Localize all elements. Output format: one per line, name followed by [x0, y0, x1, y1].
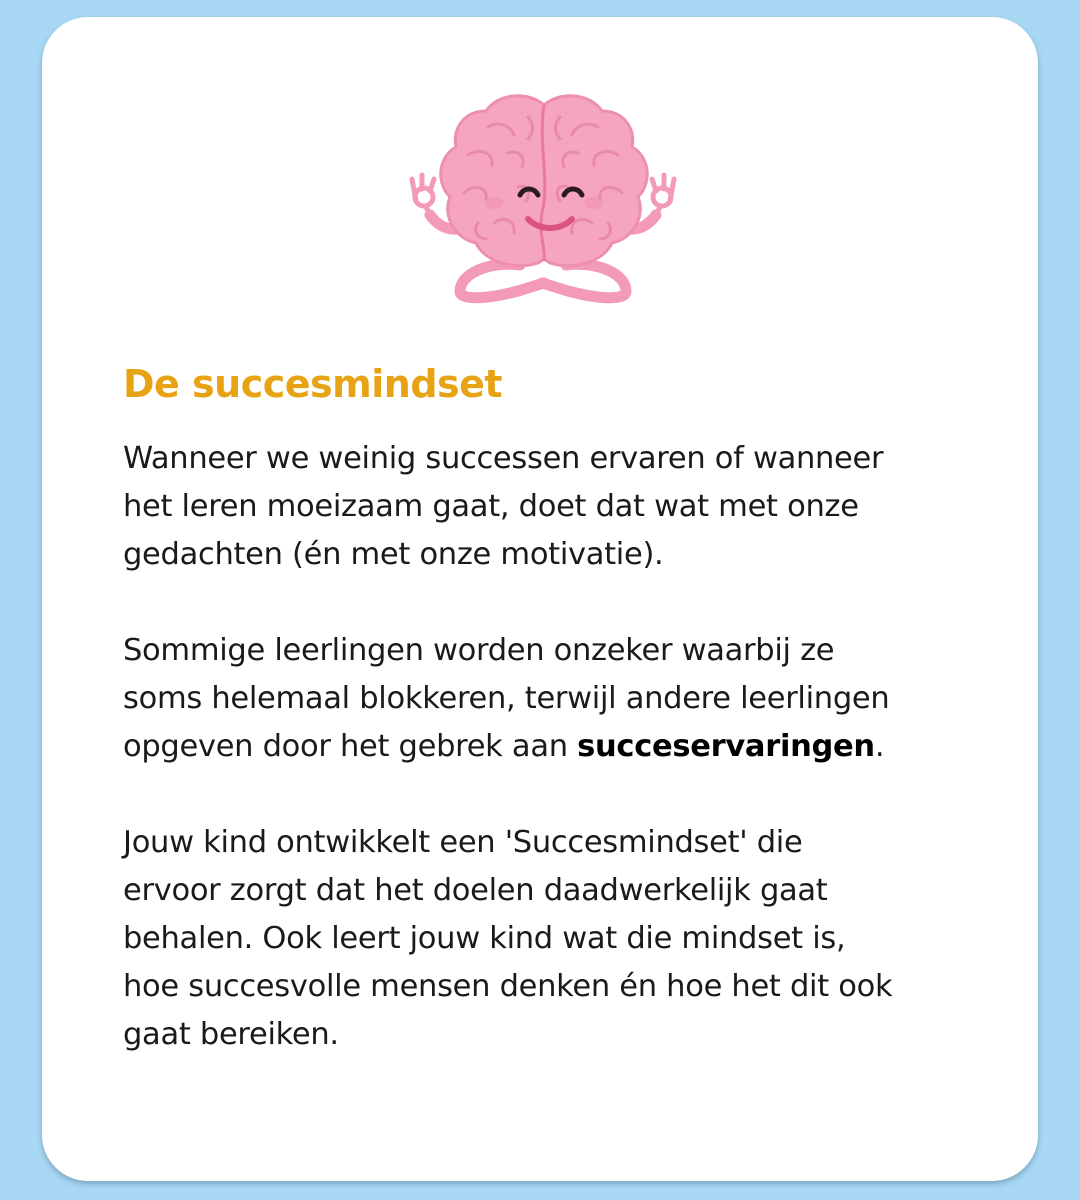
paragraph-2-line: Sommige leerlingen worden onzeker waarbij ze [123, 633, 835, 668]
paragraph-1-line: gedachten (én met onze motivatie). [123, 537, 664, 572]
body-text [123, 435, 973, 1059]
brain-legs [460, 264, 626, 297]
paragraph-3-line: Jouw kind ontwikkelt een 'Succesmindset' die [123, 825, 803, 860]
paragraph-1-line: Wanneer we weinig successen ervaren of wanneer [123, 441, 884, 476]
paragraph-2-line: soms helemaal blokkeren, terwijl andere leerlingen [123, 681, 890, 716]
meditating-brain-icon [368, 83, 718, 307]
paragraph-3 [123, 819, 973, 1059]
paragraph-3-line: gaat bereiken. [123, 1017, 339, 1052]
paragraph-2-line [123, 723, 973, 771]
info-card [42, 17, 1038, 1181]
paragraph-3-line: ervoor zorgt dat het doelen daadwerkelijk gaat [123, 873, 828, 908]
paragraph-2-line-text: opgeven door het gebrek aan [123, 729, 578, 764]
section-title: De succesmindset [123, 362, 503, 406]
paragraph-3-line: hoe succesvolle mensen denken én hoe het dit ook [123, 969, 893, 1004]
paragraph-2-line-end: . [874, 729, 885, 764]
paragraph-2 [123, 627, 973, 771]
paragraph-3-line: behalen. Ook leert jouw kind wat die mindset is, [123, 921, 846, 956]
paragraph-1-line: het leren moeizaam gaat, doet dat wat met onze [123, 489, 859, 524]
emphasis-succeservaringen: succeservaringen [577, 729, 875, 764]
brain-body [441, 96, 647, 266]
paragraph-1 [123, 435, 973, 579]
